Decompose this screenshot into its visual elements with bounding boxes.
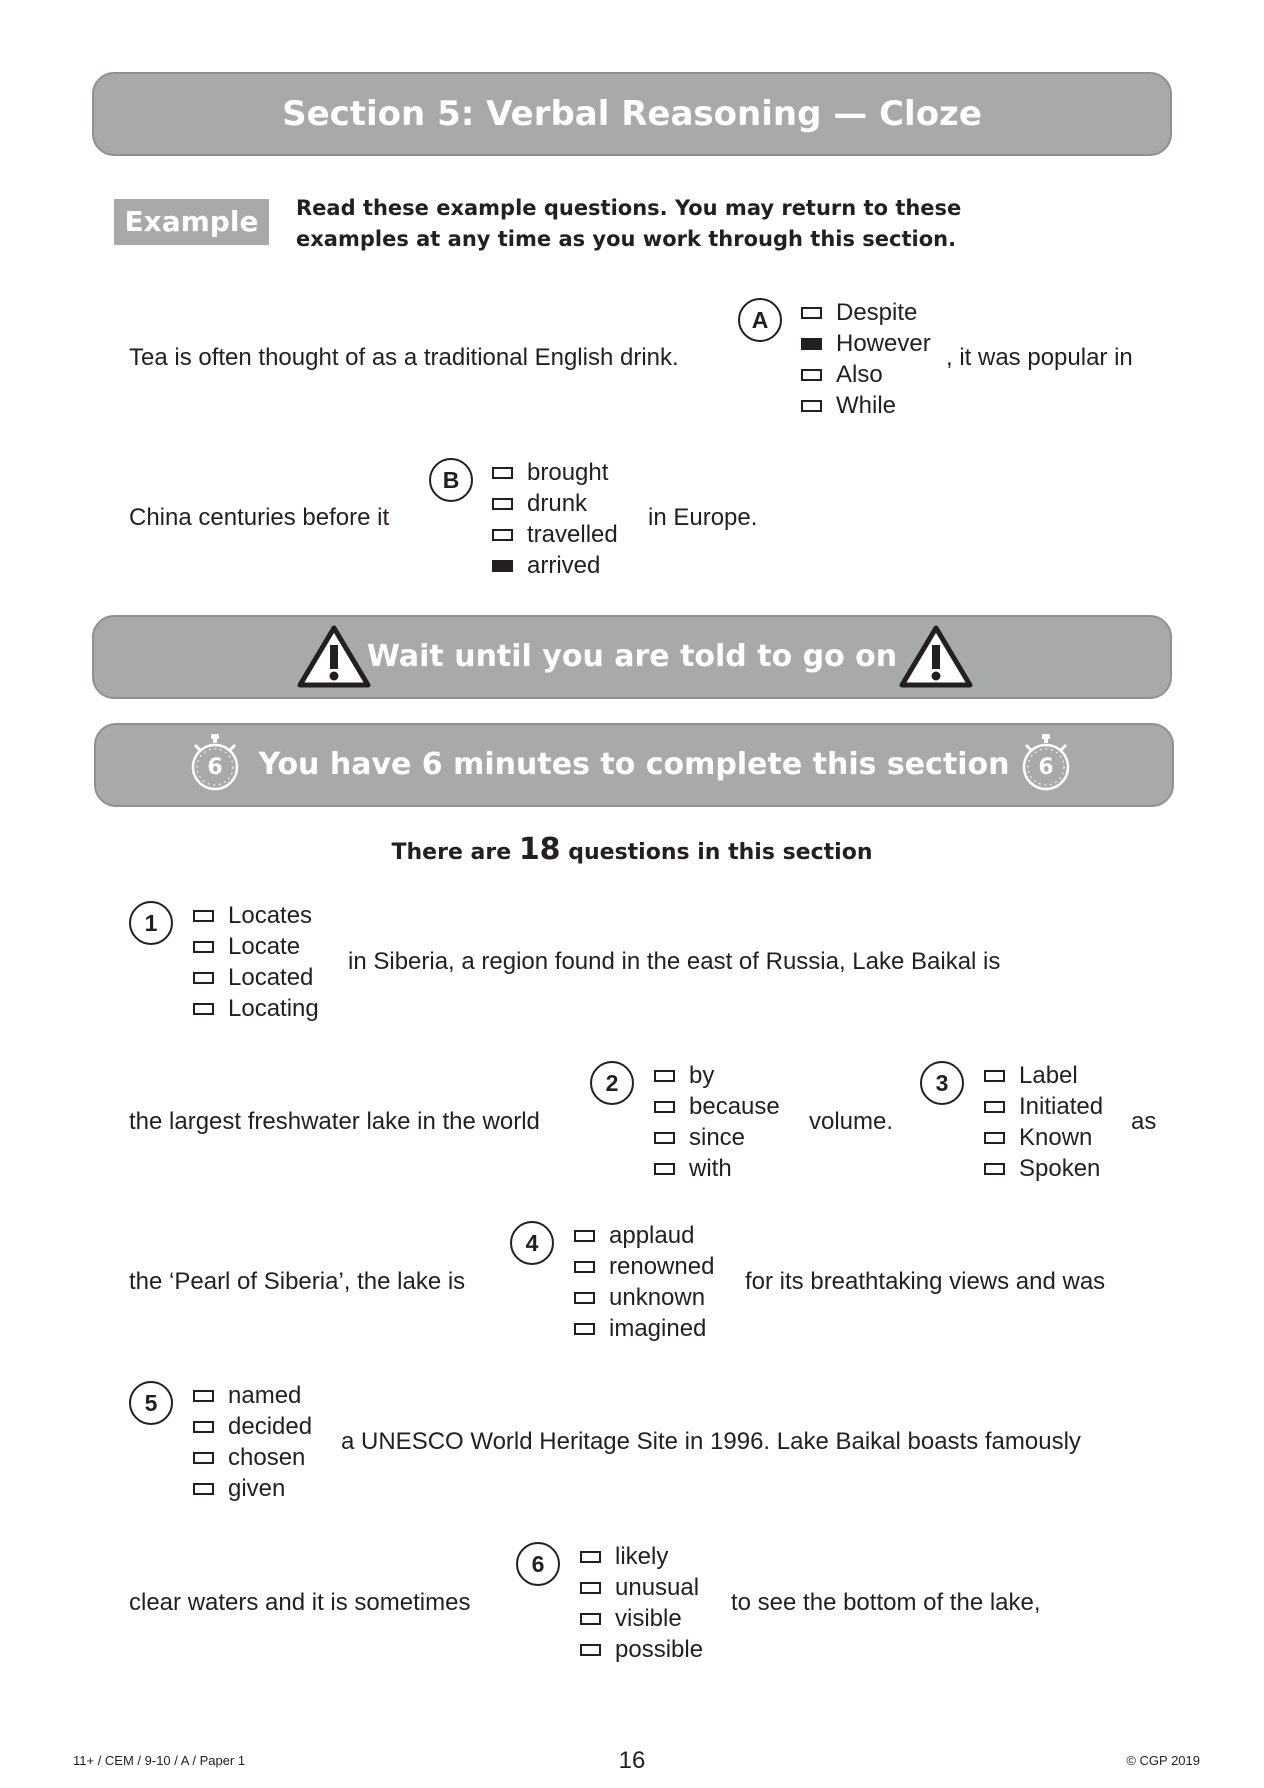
instruction-line-2: examples at any time as you work through this section. [296,227,957,251]
footer-copyright: © CGP 2019 [1126,1753,1200,1768]
checkbox[interactable] [193,972,214,984]
page-number: 16 [618,1747,646,1774]
question-5-option[interactable]: given [193,1473,285,1504]
checkbox[interactable] [801,400,822,412]
question-6-option[interactable]: unusual [580,1572,699,1603]
timer-value: 6 [1038,755,1054,780]
checkbox[interactable] [984,1163,1005,1175]
checkbox[interactable] [574,1230,595,1242]
checkbox[interactable] [654,1101,675,1113]
checkbox[interactable] [574,1261,595,1273]
example-b-option[interactable]: brought [492,457,608,488]
stopwatch-icon [1020,733,1072,791]
question-1-option[interactable]: Locating [193,993,319,1024]
time-banner [94,723,1174,807]
question-3-option[interactable]: Spoken [984,1153,1100,1184]
question-2-text-before: the largest freshwater lake in the world [129,1108,540,1135]
question-4-option[interactable]: renowned [574,1251,714,1282]
instruction-line-1: Read these example questions. You may return to these [296,196,962,220]
checkbox[interactable] [984,1070,1005,1082]
checkbox[interactable] [193,1003,214,1015]
question-3-option[interactable]: Label [984,1060,1078,1091]
question-3-option[interactable]: Known [984,1122,1092,1153]
example-instructions [296,193,961,255]
question-2-option[interactable]: by [654,1060,714,1091]
checkbox[interactable] [193,1390,214,1402]
question-4-text-after: for its breathtaking views and was [745,1268,1106,1295]
question-2-option[interactable]: since [654,1122,745,1153]
question-count-line [0,832,1264,867]
question-6-option[interactable]: visible [580,1603,682,1634]
example-a-option[interactable]: While [801,390,896,421]
checkbox[interactable] [193,1421,214,1433]
checkbox[interactable] [492,498,513,510]
question-1-number: 1 [129,901,173,945]
checkbox[interactable] [654,1132,675,1144]
question-2-option[interactable]: because [654,1091,780,1122]
example-b-option[interactable]: arrived [492,550,600,581]
question-2-text-after: volume. [809,1108,894,1135]
example-b-text-after: in Europe. [648,504,758,531]
checkbox[interactable] [580,1582,601,1594]
question-3-text-after: as [1131,1108,1157,1135]
question-6-text-after: to see the bottom of the lake, [731,1589,1041,1616]
question-5-option[interactable]: chosen [193,1442,305,1473]
checkbox[interactable] [801,369,822,381]
checkbox[interactable] [193,910,214,922]
checkbox[interactable] [193,1483,214,1495]
example-a-option[interactable]: Also [801,359,883,390]
checkbox[interactable] [492,467,513,479]
example-badge: Example [114,199,269,245]
checkbox[interactable] [580,1613,601,1625]
checkbox[interactable] [654,1070,675,1082]
checkbox[interactable] [580,1551,601,1563]
question-5-option[interactable]: named [193,1380,301,1411]
example-b-number: B [429,458,473,502]
example-b-text-before: China centuries before it [129,504,390,531]
question-4-option[interactable]: imagined [574,1313,706,1344]
question-5-text-after: a UNESCO World Heritage Site in 1996. Lake Baikal boasts famously [341,1428,1081,1455]
checkbox[interactable] [654,1163,675,1175]
example-b-option[interactable]: travelled [492,519,618,550]
question-1-option[interactable]: Locates [193,900,312,931]
question-6-option[interactable]: possible [580,1634,703,1665]
example-a-option[interactable]: However [801,328,931,359]
question-4-option[interactable]: applaud [574,1220,694,1251]
checkbox[interactable] [574,1292,595,1304]
question-4-option[interactable]: unknown [574,1282,705,1313]
question-1-option[interactable]: Locate [193,931,300,962]
example-a-option[interactable]: Despite [801,297,917,328]
question-3-number: 3 [920,1061,964,1105]
example-a-number: A [738,298,782,342]
wait-text: Wait until you are told to go on [366,639,898,674]
question-6-text-before: clear waters and it is sometimes [129,1589,471,1616]
question-6-number: 6 [516,1542,560,1586]
time-text: You have 6 minutes to complete this section [258,747,1010,782]
question-3-option[interactable]: Initiated [984,1091,1103,1122]
count-prefix: There are [391,840,512,865]
footer-paper-code: 11+ / CEM / 9-10 / A / Paper 1 [73,1753,246,1768]
checkbox[interactable] [801,307,822,319]
checkbox[interactable] [984,1101,1005,1113]
checkbox[interactable] [574,1323,595,1335]
warning-triangle-icon [898,623,974,689]
question-6-option[interactable]: likely [580,1541,668,1572]
timer-value: 6 [207,755,223,780]
question-2-option[interactable]: with [654,1153,732,1184]
question-4-number: 4 [510,1221,554,1265]
checkbox-checked[interactable] [492,560,513,572]
count-number: 18 [518,832,561,867]
checkbox[interactable] [580,1644,601,1656]
question-5-number: 5 [129,1381,173,1425]
checkbox[interactable] [193,1452,214,1464]
count-suffix: questions in this section [568,840,873,865]
question-1-option[interactable]: Located [193,962,313,993]
question-1-text-after: in Siberia, a region found in the east of Russia, Lake Baikal is [348,948,1001,975]
question-2-number: 2 [590,1061,634,1105]
checkbox-checked[interactable] [801,338,822,350]
section-title-banner [92,72,1172,156]
example-a-text-before: Tea is often thought of as a traditional English drink. [129,344,679,371]
question-5-option[interactable]: decided [193,1411,312,1442]
checkbox[interactable] [193,941,214,953]
example-a-text-after: , it was popular in [946,344,1133,371]
example-b-option[interactable]: drunk [492,488,587,519]
question-4-text-before: the ‘Pearl of Siberia’, the lake is [129,1268,466,1295]
wait-banner [92,615,1172,699]
checkbox[interactable] [492,529,513,541]
section-title: Section 5: Verbal Reasoning — Cloze [282,94,982,134]
checkbox[interactable] [984,1132,1005,1144]
